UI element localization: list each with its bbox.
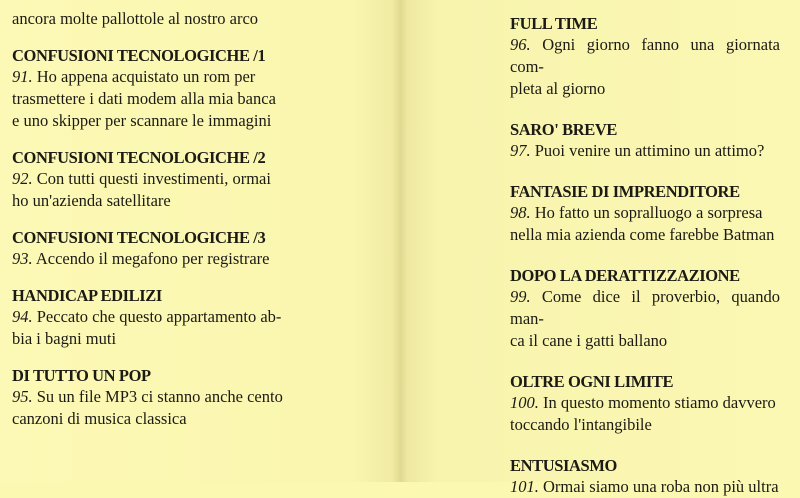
entry-title: CONFUSIONI TECNOLOGICHE /1 — [12, 46, 266, 65]
entry-text — [12, 248, 288, 270]
entry-text — [510, 202, 780, 246]
entry-line: trasmettere i dati modem alla mia banca — [12, 89, 276, 108]
entry-number: 92. — [12, 169, 33, 188]
entry-title: CONFUSIONI TECNOLOGICHE /2 — [12, 148, 266, 167]
entry-number: 99. — [510, 287, 531, 306]
entry-line: Ormai siamo una roba non più ultra — [543, 477, 779, 496]
entry-title: DOPO LA DERATTIZZAZIONE — [510, 266, 740, 285]
entry-number: 94. — [12, 307, 33, 326]
entry-title: OLTRE OGNI LIMITE — [510, 372, 674, 391]
entry-line: pleta al giorno — [510, 79, 606, 98]
entry-line: Peccato che questo appartamento ab- — [36, 307, 282, 326]
entry-text — [12, 168, 288, 212]
entry-96 — [510, 14, 780, 100]
entry-line: Puoi venire un attimino un attimo? — [534, 141, 765, 160]
entry-number: 100. — [510, 393, 539, 412]
entry-number: 98. — [510, 203, 531, 222]
right-page — [400, 0, 800, 496]
entry-text — [12, 386, 288, 430]
entry-number: 96. — [510, 35, 531, 54]
entry-line: Ho fatto un sopralluogo a sorpresa — [534, 203, 763, 222]
entry-text — [510, 34, 780, 100]
entry-101 — [510, 456, 780, 498]
entry-text — [510, 476, 780, 498]
entry-98 — [510, 182, 780, 246]
entry-line: canzoni di musica classica — [12, 409, 187, 428]
entry-text — [510, 140, 780, 162]
entry-title: CONFUSIONI TECNOLOGICHE /3 — [12, 228, 266, 247]
entry-line: In questo momento stiamo davvero — [543, 393, 776, 412]
entry-95 — [12, 366, 288, 430]
entry-92 — [12, 148, 288, 212]
entry-line: Con tutti questi investimenti, ormai — [36, 169, 271, 188]
entry-title: FULL TIME — [510, 14, 598, 33]
entry-text — [12, 306, 288, 350]
entry-line: ca il cane i gatti ballano — [510, 331, 668, 350]
entry-100 — [510, 372, 780, 436]
entry-text — [510, 286, 780, 352]
book-gutter — [392, 0, 408, 482]
entry-title: ENTUSIASMO — [510, 456, 617, 475]
entry-line: Accendo il megafono per registrare — [35, 249, 270, 268]
entry-line: Ho appena acquistato un rom per — [36, 67, 256, 86]
entry-line: ho un'azienda satellitare — [12, 191, 171, 210]
right-column — [510, 0, 780, 498]
left-column — [12, 0, 288, 430]
entry-title: HANDICAP EDILIZI — [12, 286, 162, 305]
entry-line: e uno skipper per scannare le immagini — [12, 111, 272, 130]
entry-text — [510, 392, 780, 436]
entry-99 — [510, 266, 780, 352]
entry-title: DI TUTTO UN POP — [12, 366, 151, 385]
lead-text: ancora molte pallottole al nostro arco — [12, 9, 259, 28]
entry-number: 95. — [12, 387, 33, 406]
left-page — [0, 0, 400, 482]
entry-91 — [12, 46, 288, 132]
entry-title: FANTASIE DI IMPRENDITORE — [510, 182, 740, 201]
entry-line: Come dice il proverbio, quando man- — [510, 287, 780, 328]
entry-line: bia i bagni muti — [12, 329, 117, 348]
entry-number: 91. — [12, 67, 33, 86]
entry-title: SARO' BREVE — [510, 120, 617, 139]
entry-number: 101. — [510, 477, 539, 496]
entry-line: Ogni giorno fanno una giornata com- — [510, 35, 781, 76]
entry-97 — [510, 120, 780, 162]
entry-93 — [12, 228, 288, 270]
entry-line: toccando l'intangibile — [510, 415, 652, 434]
entry-line: Su un file MP3 ci stanno anche cento — [36, 387, 283, 406]
entry-line: nella mia azienda come farebbe Batman — [510, 225, 775, 244]
entry-text — [12, 66, 288, 132]
entry-94 — [12, 286, 288, 350]
entry-number: 97. — [510, 141, 531, 160]
entry-number: 93. — [12, 249, 33, 268]
